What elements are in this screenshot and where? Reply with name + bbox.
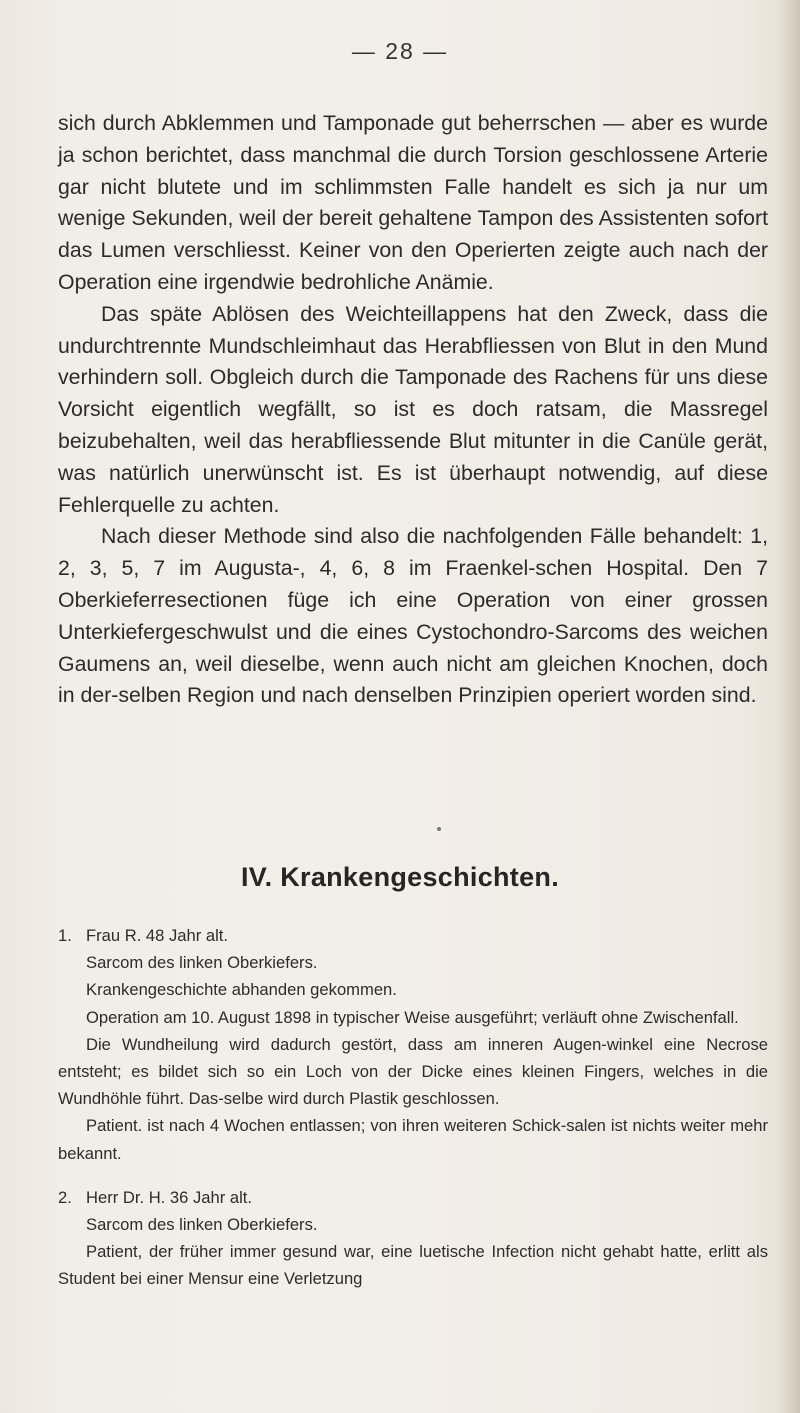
case-note: Krankengeschichte abhanden gekommen.: [86, 980, 397, 1000]
body-text: [58, 108, 768, 712]
page-edge-shadow: [778, 0, 800, 1413]
section-heading: IV. Krankengeschichten.: [240, 862, 560, 892]
case-paragraph: Patient, der früher immer gesund war, eine luetische Infection nicht gehabt hatte, erlitt als Student bei einer Mensur eine Verletzung: [58, 1242, 768, 1289]
case-diagnosis: Sarcom des linken Oberkiefers.: [86, 1215, 318, 1235]
case-paragraph: Die Wundheilung wird dadurch gestört, dass am inneren Augen-winkel eine Necrose entsteht; es bildet sich so ein Loch von der Dicke eines kleinen Fingers, welches in die Wundhöhle führt. Das-selbe wird durch Plastik geschlossen.: [58, 1034, 768, 1109]
case-patient: Herr Dr. H. 36 Jahr alt.: [86, 1187, 252, 1207]
case-number: 2.: [58, 1187, 72, 1207]
case-patient: Frau R. 48 Jahr alt.: [86, 926, 229, 945]
case-histories: [58, 922, 768, 1310]
page-number: — 28 —: [351, 38, 449, 64]
case-entry-1: [58, 922, 768, 1167]
case-header: [58, 922, 768, 949]
paragraph-2: Das späte Ablösen des Weichteillappens hat den Zweck, dass die undurchtrennte Mundschleimhaut das Herabfliessen von Blut in den Mund verhindern soll. Obgleich durch die Tamponade des Rachens für uns diese Vorsicht eigentlich wegfällt, so ist es doch ratsam, die Massregel beizubehalten, weil das herabfliessende Blut mitunter in die Canüle gerät, was natürlich unerwünscht ist. Es ist überhaupt notwendig, auf diese Fehlerquelle zu achten.: [58, 301, 768, 517]
ornament-dot: [437, 827, 441, 831]
paragraph-3: Nach dieser Methode sind also die nachfolgenden Fälle behandelt: 1, 2, 3, 5, 7 im Augusta-, 4, 6, 8 im Fraenkel-schen Hospital. Den 7 Oberkieferresectionen füge ich eine Operation von einer grossen Unterkiefergeschwulst und die eines Cystochondro-Sarcoms des weichen Gaumens an, weil dieselbe, wenn auch nicht am gleichen Knochen, doch in der-selben Region und nach denselben Prinzipien operiert worden sind.: [58, 524, 768, 708]
case-diagnosis: Sarcom des linken Oberkiefers.: [86, 953, 318, 973]
case-entry-2: [58, 1184, 768, 1293]
case-paragraph: Patient. ist nach 4 Wochen entlassen; von ihren weiteren Schick-salen ist nichts weiter mehr bekannt.: [58, 1116, 768, 1163]
case-number: 1.: [58, 926, 72, 945]
case-paragraph: Operation am 10. August 1898 in typischer Weise ausgeführt; verläuft ohne Zwischenfall.: [86, 1007, 739, 1027]
paragraph-1: sich durch Abklemmen und Tamponade gut beherrschen — aber es wurde ja schon berichtet, dass manchmal die durch Torsion geschlossene Arterie gar nicht blutete und im schlimmsten Falle handelt es sich ja nur um wenige Sekunden, weil der bereit gehaltene Tampon des Assistenten sofort das Lumen verschliesst. Keiner von den Operierten zeigte auch nach der Operation eine irgendwie bedrohliche Anämie.: [58, 111, 768, 294]
case-header: [58, 1184, 768, 1211]
